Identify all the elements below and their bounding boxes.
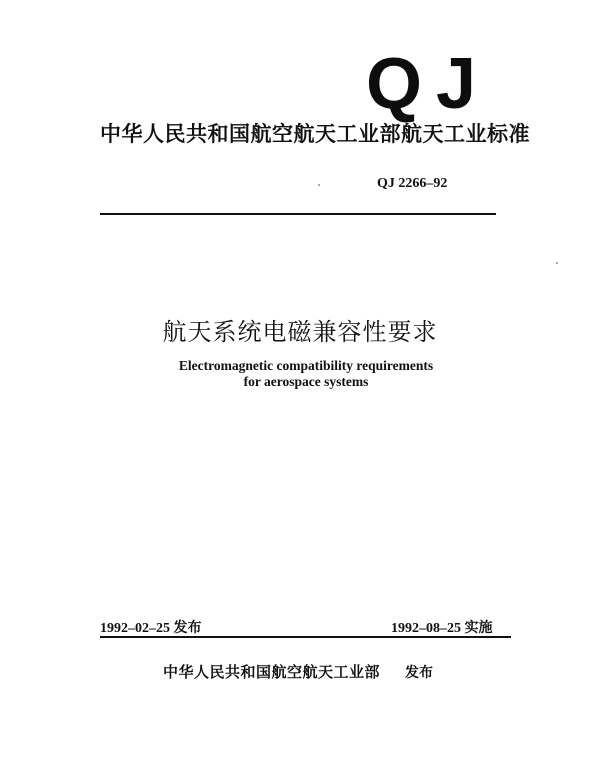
document-title-chinese: 航天系统电磁兼容性要求	[162, 318, 438, 346]
scan-speck	[318, 184, 320, 186]
issue-date: 1992–02–25 发布	[100, 621, 202, 636]
header-divider	[100, 213, 496, 215]
document-title-english-line2: for aerospace systems	[243, 374, 369, 389]
implementation-date: 1992–08–25 实施	[391, 621, 493, 636]
footer-issuer: 中华人民共和国航空航天工业部	[163, 663, 381, 681]
footer-divider	[100, 636, 511, 638]
issuing-standard-header: 中华人民共和国航空航天工业部航天工业标准	[100, 122, 530, 146]
qj-logo: QJ	[366, 44, 491, 124]
document-title-english-line1: Electromagnetic compatibility requirements	[178, 358, 434, 373]
footer-publish-label: 发布	[405, 665, 433, 681]
scan-speck	[556, 262, 558, 264]
standard-number: QJ 2266–92	[377, 176, 448, 191]
